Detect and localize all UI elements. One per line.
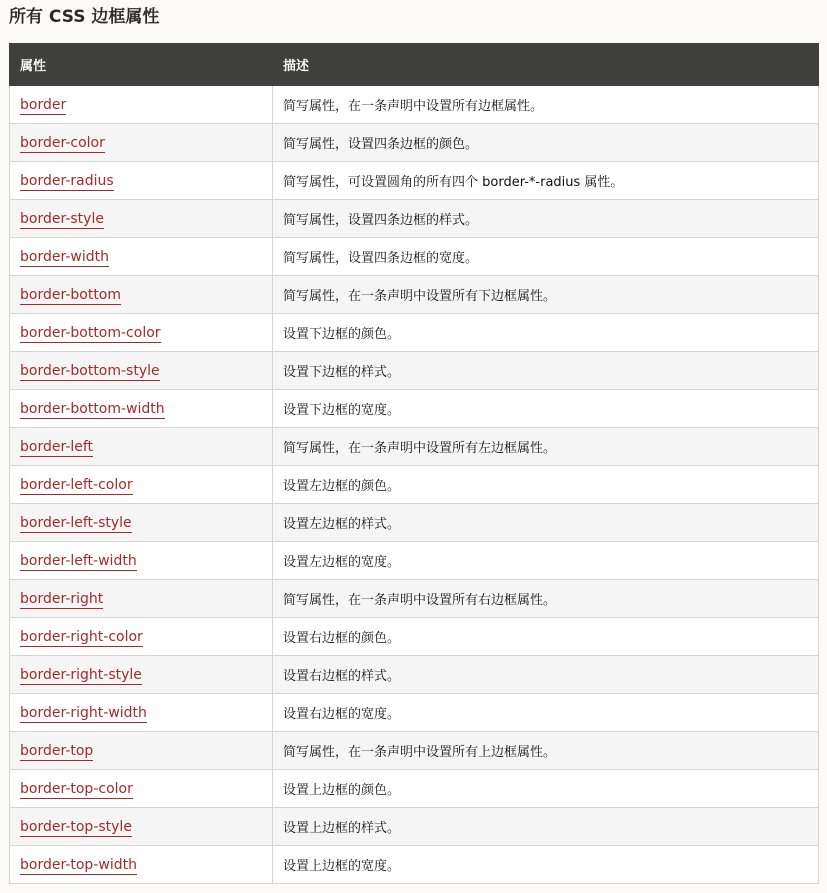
description-cell: 设置右边框的颜色。 <box>273 618 819 656</box>
table-row <box>10 656 819 694</box>
property-cell <box>10 428 273 466</box>
property-cell <box>10 124 273 162</box>
table-row <box>10 770 819 808</box>
border-properties-table <box>9 43 819 884</box>
table-row <box>10 504 819 542</box>
table-row <box>10 808 819 846</box>
description-cell: 设置左边框的样式。 <box>273 504 819 542</box>
property-link[interactable]: border-style <box>20 210 104 227</box>
table-row <box>10 732 819 770</box>
description-cell: 简写属性，在一条声明中设置所有下边框属性。 <box>273 276 819 314</box>
property-cell <box>10 694 273 732</box>
property-link[interactable]: border-right-color <box>20 628 143 645</box>
property-cell <box>10 86 273 124</box>
description-column-header: 描述 <box>273 44 819 86</box>
property-column-header: 属性 <box>10 44 273 86</box>
table-row <box>10 390 819 428</box>
property-link[interactable]: border-top-color <box>20 780 133 797</box>
table-row <box>10 428 819 466</box>
description-cell: 设置右边框的宽度。 <box>273 694 819 732</box>
property-link[interactable]: border-bottom-width <box>20 400 165 417</box>
description-cell: 设置上边框的样式。 <box>273 808 819 846</box>
description-cell: 简写属性，设置四条边框的样式。 <box>273 200 819 238</box>
property-link[interactable]: border-right-style <box>20 666 142 683</box>
description-cell: 简写属性，设置四条边框的宽度。 <box>273 238 819 276</box>
property-cell <box>10 276 273 314</box>
property-link[interactable]: border-left <box>20 438 94 455</box>
description-cell: 设置左边框的宽度。 <box>273 542 819 580</box>
table-row <box>10 694 819 732</box>
property-link[interactable]: border-left-color <box>20 476 133 493</box>
table-row <box>10 466 819 504</box>
table-row <box>10 86 819 124</box>
description-cell: 设置下边框的样式。 <box>273 352 819 390</box>
property-cell <box>10 770 273 808</box>
property-link[interactable]: border-right <box>20 590 104 607</box>
property-link[interactable]: border <box>20 96 67 113</box>
property-cell <box>10 618 273 656</box>
property-cell <box>10 200 273 238</box>
table-row <box>10 846 819 884</box>
table-row <box>10 542 819 580</box>
property-link[interactable]: border-left-width <box>20 552 137 569</box>
property-link[interactable]: border-top <box>20 742 94 759</box>
property-cell <box>10 808 273 846</box>
page-title: 所有 CSS 边框属性 <box>9 7 160 27</box>
property-cell <box>10 656 273 694</box>
description-cell: 简写属性，在一条声明中设置所有上边框属性。 <box>273 732 819 770</box>
table-row <box>10 162 819 200</box>
table-row <box>10 352 819 390</box>
description-cell: 设置下边框的宽度。 <box>273 390 819 428</box>
description-cell: 设置上边框的宽度。 <box>273 846 819 884</box>
table-row <box>10 618 819 656</box>
description-cell: 设置左边框的颜色。 <box>273 466 819 504</box>
property-cell <box>10 466 273 504</box>
description-cell: 设置下边框的颜色。 <box>273 314 819 352</box>
property-link[interactable]: border-color <box>20 134 105 151</box>
property-cell <box>10 732 273 770</box>
property-cell <box>10 542 273 580</box>
description-cell: 简写属性，可设置圆角的所有四个 border-*-radius 属性。 <box>273 162 819 200</box>
property-link[interactable]: border-right-width <box>20 704 147 721</box>
property-cell <box>10 238 273 276</box>
property-link[interactable]: border-left-style <box>20 514 132 531</box>
table-row <box>10 238 819 276</box>
table-row <box>10 124 819 162</box>
property-cell <box>10 314 273 352</box>
property-cell <box>10 580 273 618</box>
table-header-row <box>10 44 819 86</box>
property-cell <box>10 352 273 390</box>
table-row <box>10 314 819 352</box>
property-link[interactable]: border-radius <box>20 172 114 189</box>
property-cell <box>10 162 273 200</box>
property-link[interactable]: border-top-style <box>20 818 132 835</box>
description-cell: 简写属性，设置四条边框的颜色。 <box>273 124 819 162</box>
table-row <box>10 276 819 314</box>
property-link[interactable]: border-width <box>20 248 109 265</box>
property-link[interactable]: border-bottom-style <box>20 362 160 379</box>
property-link[interactable]: border-top-width <box>20 856 137 873</box>
property-cell <box>10 390 273 428</box>
description-cell: 设置上边框的颜色。 <box>273 770 819 808</box>
description-cell: 简写属性，在一条声明中设置所有边框属性。 <box>273 86 819 124</box>
property-cell <box>10 504 273 542</box>
property-link[interactable]: border-bottom-color <box>20 324 161 341</box>
description-cell: 简写属性，在一条声明中设置所有右边框属性。 <box>273 580 819 618</box>
table-row <box>10 580 819 618</box>
table-row <box>10 200 819 238</box>
description-cell: 设置右边框的样式。 <box>273 656 819 694</box>
property-link[interactable]: border-bottom <box>20 286 122 303</box>
description-cell: 简写属性，在一条声明中设置所有左边框属性。 <box>273 428 819 466</box>
property-cell <box>10 846 273 884</box>
